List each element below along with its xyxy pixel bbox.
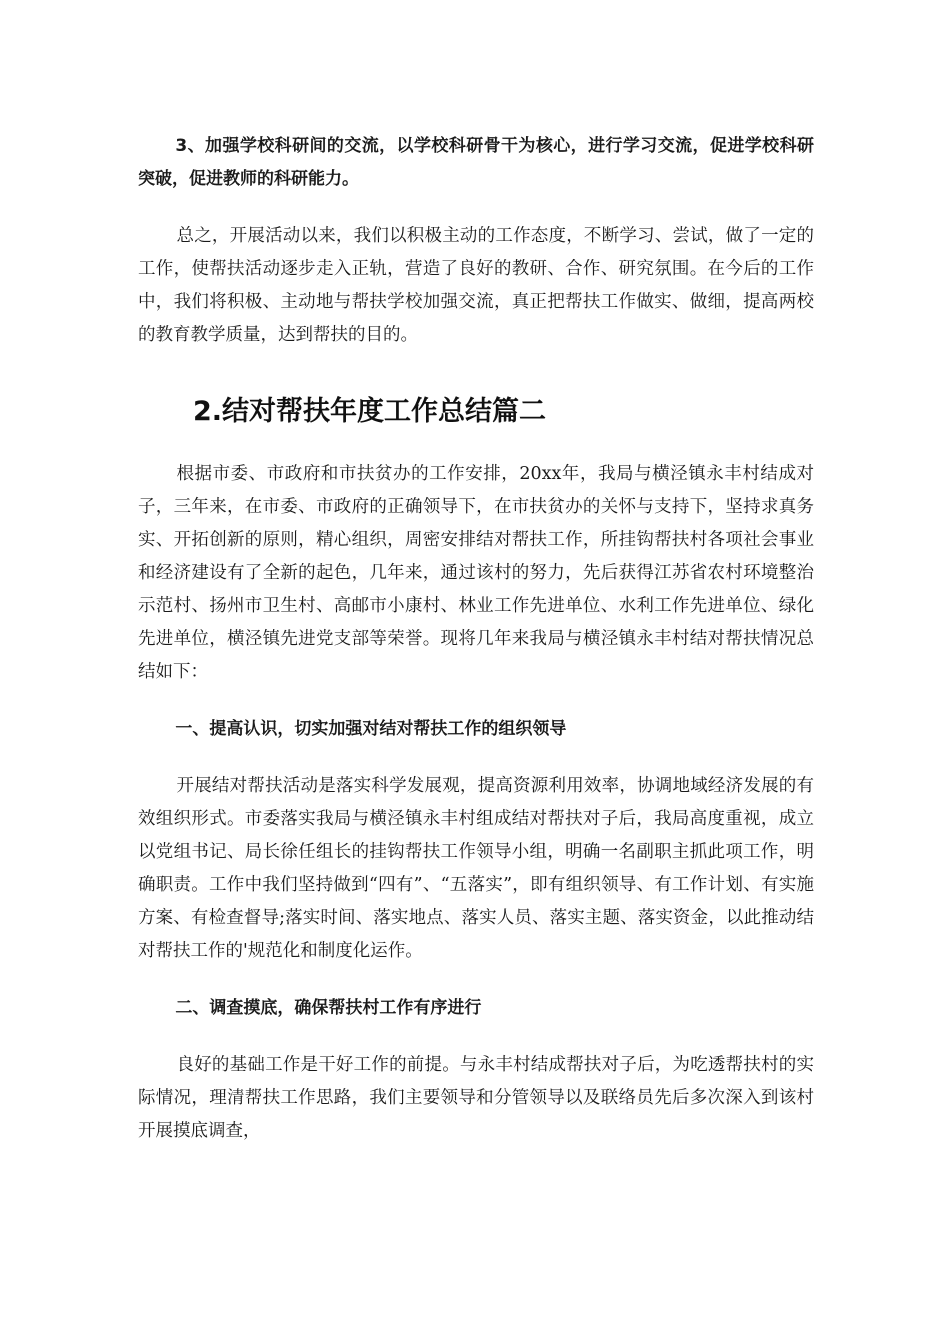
section-heading: 2.结对帮扶年度工作总结篇二 [193,396,547,427]
document-body [138,130,814,1148]
section-1-title: 一、提高认识，切实加强对结对帮扶工作的组织领导 [175,719,567,739]
section-2-body: 良好的基础工作是干好工作的前提。与永丰村结成帮扶对子后，为吃透帮扶村的实际情况，理清帮扶工作思路，我们主要领导和分管领导以及联络员先后多次深入到该村开展摸底调查， [138,1055,814,1141]
intro-paragraph: 根据市委、市政府和市扶贫办的工作安排，20xx年，我局与横泾镇永丰村结成对子，三年来，在市委、市政府的正确领导下，在市扶贫办的关怀与支持下，坚持求真务实、开拓创新的原则，精心组织，周密安排结对帮扶工作，所挂钩帮扶村各项社会事业和经济建设有了全新的起色，几年来，通过该村的努力，先后获得江苏省农村环境整治示范村、扬州市卫生村、高邮市小康村、林业工作先进单位、水利工作先进单位、绿化先进单位，横泾镇先进党支部等荣誉。现将几年来我局与横泾镇永丰村结对帮扶情况总结如下： [138,464,814,682]
summary-paragraph: 总之，开展活动以来，我们以积极主动的工作态度，不断学习、尝试，做了一定的工作，使帮扶活动逐步走入正轨，营造了良好的教研、合作、研究氛围。在今后的工作中，我们将积极、主动地与帮扶学校加强交流，真正把帮扶工作做实、做细，提高两校的教育教学质量，达到帮扶的目的。 [138,226,814,345]
section-2-title: 二、调查摸底，确保帮扶村工作有序进行 [175,998,482,1018]
section-1-body: 开展结对帮扶活动是落实科学发展观，提高资源利用效率，协调地域经济发展的有效组织形式。市委落实我局与横泾镇永丰村组成结对帮扶对子后，我局高度重视，成立以党组书记、局长徐任组长的挂钩帮扶工作领导小组，明确一名副职主抓此项工作，明确职责。工作中我们坚持做到“四有”、“五落实”，即有组织领导、有工作计划、有实施方案、有检查督导;落实时间、落实地点、落实人员、落实主题、落实资金，以此推动结对帮扶工作的'规范化和制度化运作。 [138,776,814,961]
point-3-paragraph: 3、加强学校科研间的交流，以学校科研骨干为核心，进行学习交流，促进学校科研突破，促进教师的科研能力。 [138,136,814,189]
